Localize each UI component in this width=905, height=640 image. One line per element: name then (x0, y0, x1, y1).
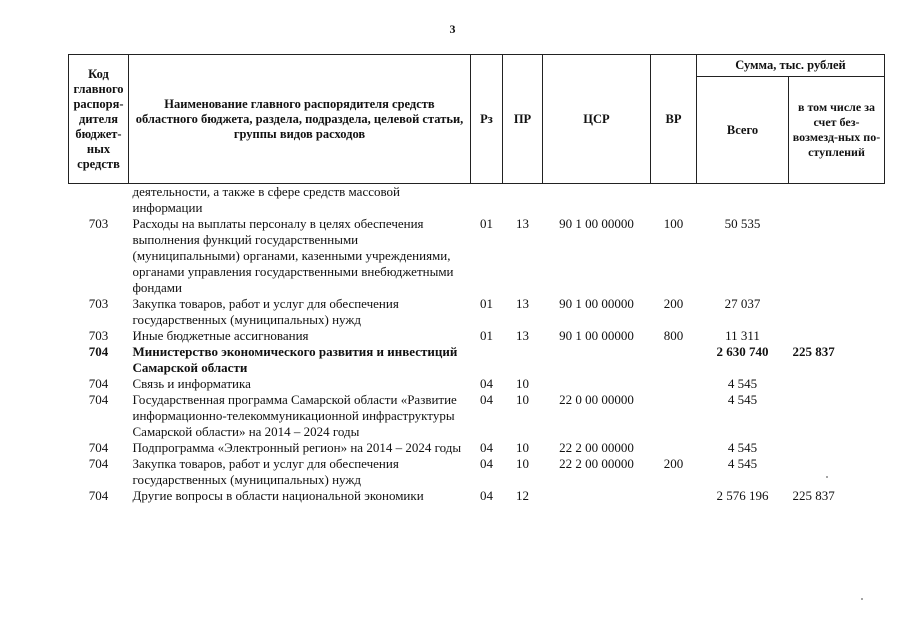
cell-total (697, 184, 789, 217)
cell-code (69, 184, 129, 217)
header-total: Всего (697, 77, 789, 184)
cell-pr: 13 (516, 216, 529, 231)
cell-csr: 90 1 00 00000 (559, 328, 634, 343)
cell-csr: 22 2 00 00000 (559, 440, 634, 455)
cell-extra (789, 376, 885, 392)
table-row (69, 440, 885, 456)
cell-csr: 22 0 00 00000 (559, 392, 634, 407)
cell-name: Государственная программа Самарской области «Развитие информационно-телекоммуникационной инфраструктуры Самарской области» на 2014 – 2024 годы (132, 392, 457, 439)
cell-rz (471, 344, 503, 376)
cell-name: деятельности, а также в сфере средств массовой информации (132, 184, 401, 215)
cell-vr: 200 (663, 456, 684, 471)
table-row (69, 376, 885, 392)
cell-vr (651, 392, 697, 440)
cell-code: 704 (88, 376, 109, 391)
budget-table (68, 54, 885, 504)
cell-rz: 01 (480, 328, 493, 343)
cell-rz: 04 (480, 376, 493, 391)
cell-extra: 225 837 (792, 344, 835, 359)
cell-vr (651, 376, 697, 392)
page-number: 3 (449, 22, 456, 36)
header-csr: ЦСР (543, 55, 651, 184)
cell-pr: 10 (516, 376, 529, 391)
cell-rz: 01 (480, 296, 493, 311)
cell-vr (651, 440, 697, 456)
cell-vr: 100 (663, 216, 684, 231)
cell-code: 703 (88, 216, 109, 231)
cell-name: Иные бюджетные ассигнования (132, 328, 309, 343)
cell-total: 2 630 740 (716, 344, 769, 359)
cell-rz: 04 (480, 392, 493, 407)
cell-name: Другие вопросы в области национальной экономики (132, 488, 424, 503)
cell-extra (789, 440, 885, 456)
cell-name: Подпрограмма «Электронный регион» на 2014 – 2024 годы (132, 440, 462, 455)
cell-pr: 10 (516, 392, 529, 407)
cell-extra (789, 456, 885, 488)
cell-name: Министерство экономического развития и инвестиций Самарской области (132, 344, 458, 375)
cell-code: 704 (88, 456, 109, 471)
cell-rz: 04 (480, 456, 493, 471)
cell-pr: 10 (516, 456, 529, 471)
table-row (69, 216, 885, 296)
cell-rz (471, 184, 503, 217)
cell-total: 27 037 (724, 296, 761, 311)
cell-vr (651, 488, 697, 504)
cell-total: 4 545 (727, 392, 758, 407)
cell-total: 4 545 (727, 376, 758, 391)
cell-csr: 90 1 00 00000 (559, 296, 634, 311)
cell-code: 704 (88, 440, 109, 455)
cell-extra (789, 296, 885, 328)
table-row (69, 392, 885, 440)
table-row (69, 456, 885, 488)
cell-pr: 12 (516, 488, 529, 503)
cell-code: 703 (88, 328, 109, 343)
table-row (69, 296, 885, 328)
cell-total: 50 535 (724, 216, 761, 231)
cell-csr: 90 1 00 00000 (559, 216, 634, 231)
cell-pr: 13 (516, 296, 529, 311)
cell-vr (651, 344, 697, 376)
table-row (69, 344, 885, 376)
header-code: Код главного распоря-дителя бюджет-ных средств (69, 55, 129, 184)
header-extra: в том числе за счет без-возмезд-ных по-ступлений (789, 77, 885, 184)
table-body (69, 184, 885, 505)
cell-vr: 800 (663, 328, 684, 343)
cell-csr: 22 2 00 00000 (559, 456, 634, 471)
cell-pr (503, 344, 543, 376)
cell-vr: 200 (663, 296, 684, 311)
scan-speck (826, 476, 828, 478)
table-row (69, 184, 885, 217)
cell-code: 704 (88, 392, 109, 407)
header-name: Наименование главного распорядителя средств областного бюджета, раздела, подраздела, целевой статьи, группы видов расходов (129, 55, 471, 184)
cell-csr (543, 184, 651, 217)
cell-total: 4 545 (727, 456, 758, 471)
cell-pr (503, 184, 543, 217)
cell-extra (789, 392, 885, 440)
cell-name: Закупка товаров, работ и услуг для обеспечения государственных (муниципальных) нужд (132, 296, 399, 327)
cell-name: Связь и информатика (132, 376, 251, 391)
scan-speck (861, 598, 863, 600)
cell-extra: 225 837 (792, 488, 835, 503)
cell-code: 704 (88, 344, 109, 359)
cell-extra (789, 328, 885, 344)
cell-rz: 04 (480, 488, 493, 503)
header-rz: Рз (471, 55, 503, 184)
table-row (69, 328, 885, 344)
cell-name: Расходы на выплаты персоналу в целях обеспечения выполнения функций государственными (муниципальными) органами, казенными учреждениями, органами управления государственными внебюджетными фондами (132, 216, 454, 295)
header-vr: ВР (651, 55, 697, 184)
cell-vr (651, 184, 697, 217)
header-sum: Сумма, тыс. рублей (697, 55, 885, 77)
cell-name: Закупка товаров, работ и услуг для обеспечения государственных (муниципальных) нужд (132, 456, 399, 487)
cell-total: 2 576 196 (716, 488, 769, 503)
cell-rz: 01 (480, 216, 493, 231)
cell-pr: 13 (516, 328, 529, 343)
cell-rz: 04 (480, 440, 493, 455)
table-row (69, 488, 885, 504)
cell-extra (789, 216, 885, 296)
table-header (69, 55, 885, 184)
cell-total: 4 545 (727, 440, 758, 455)
cell-csr (543, 344, 651, 376)
cell-csr (543, 488, 651, 504)
cell-code: 703 (88, 296, 109, 311)
header-pr: ПР (503, 55, 543, 184)
cell-pr: 10 (516, 440, 529, 455)
cell-total: 11 311 (725, 328, 760, 343)
cell-extra (789, 184, 885, 217)
cell-csr (543, 376, 651, 392)
cell-code: 704 (88, 488, 109, 503)
